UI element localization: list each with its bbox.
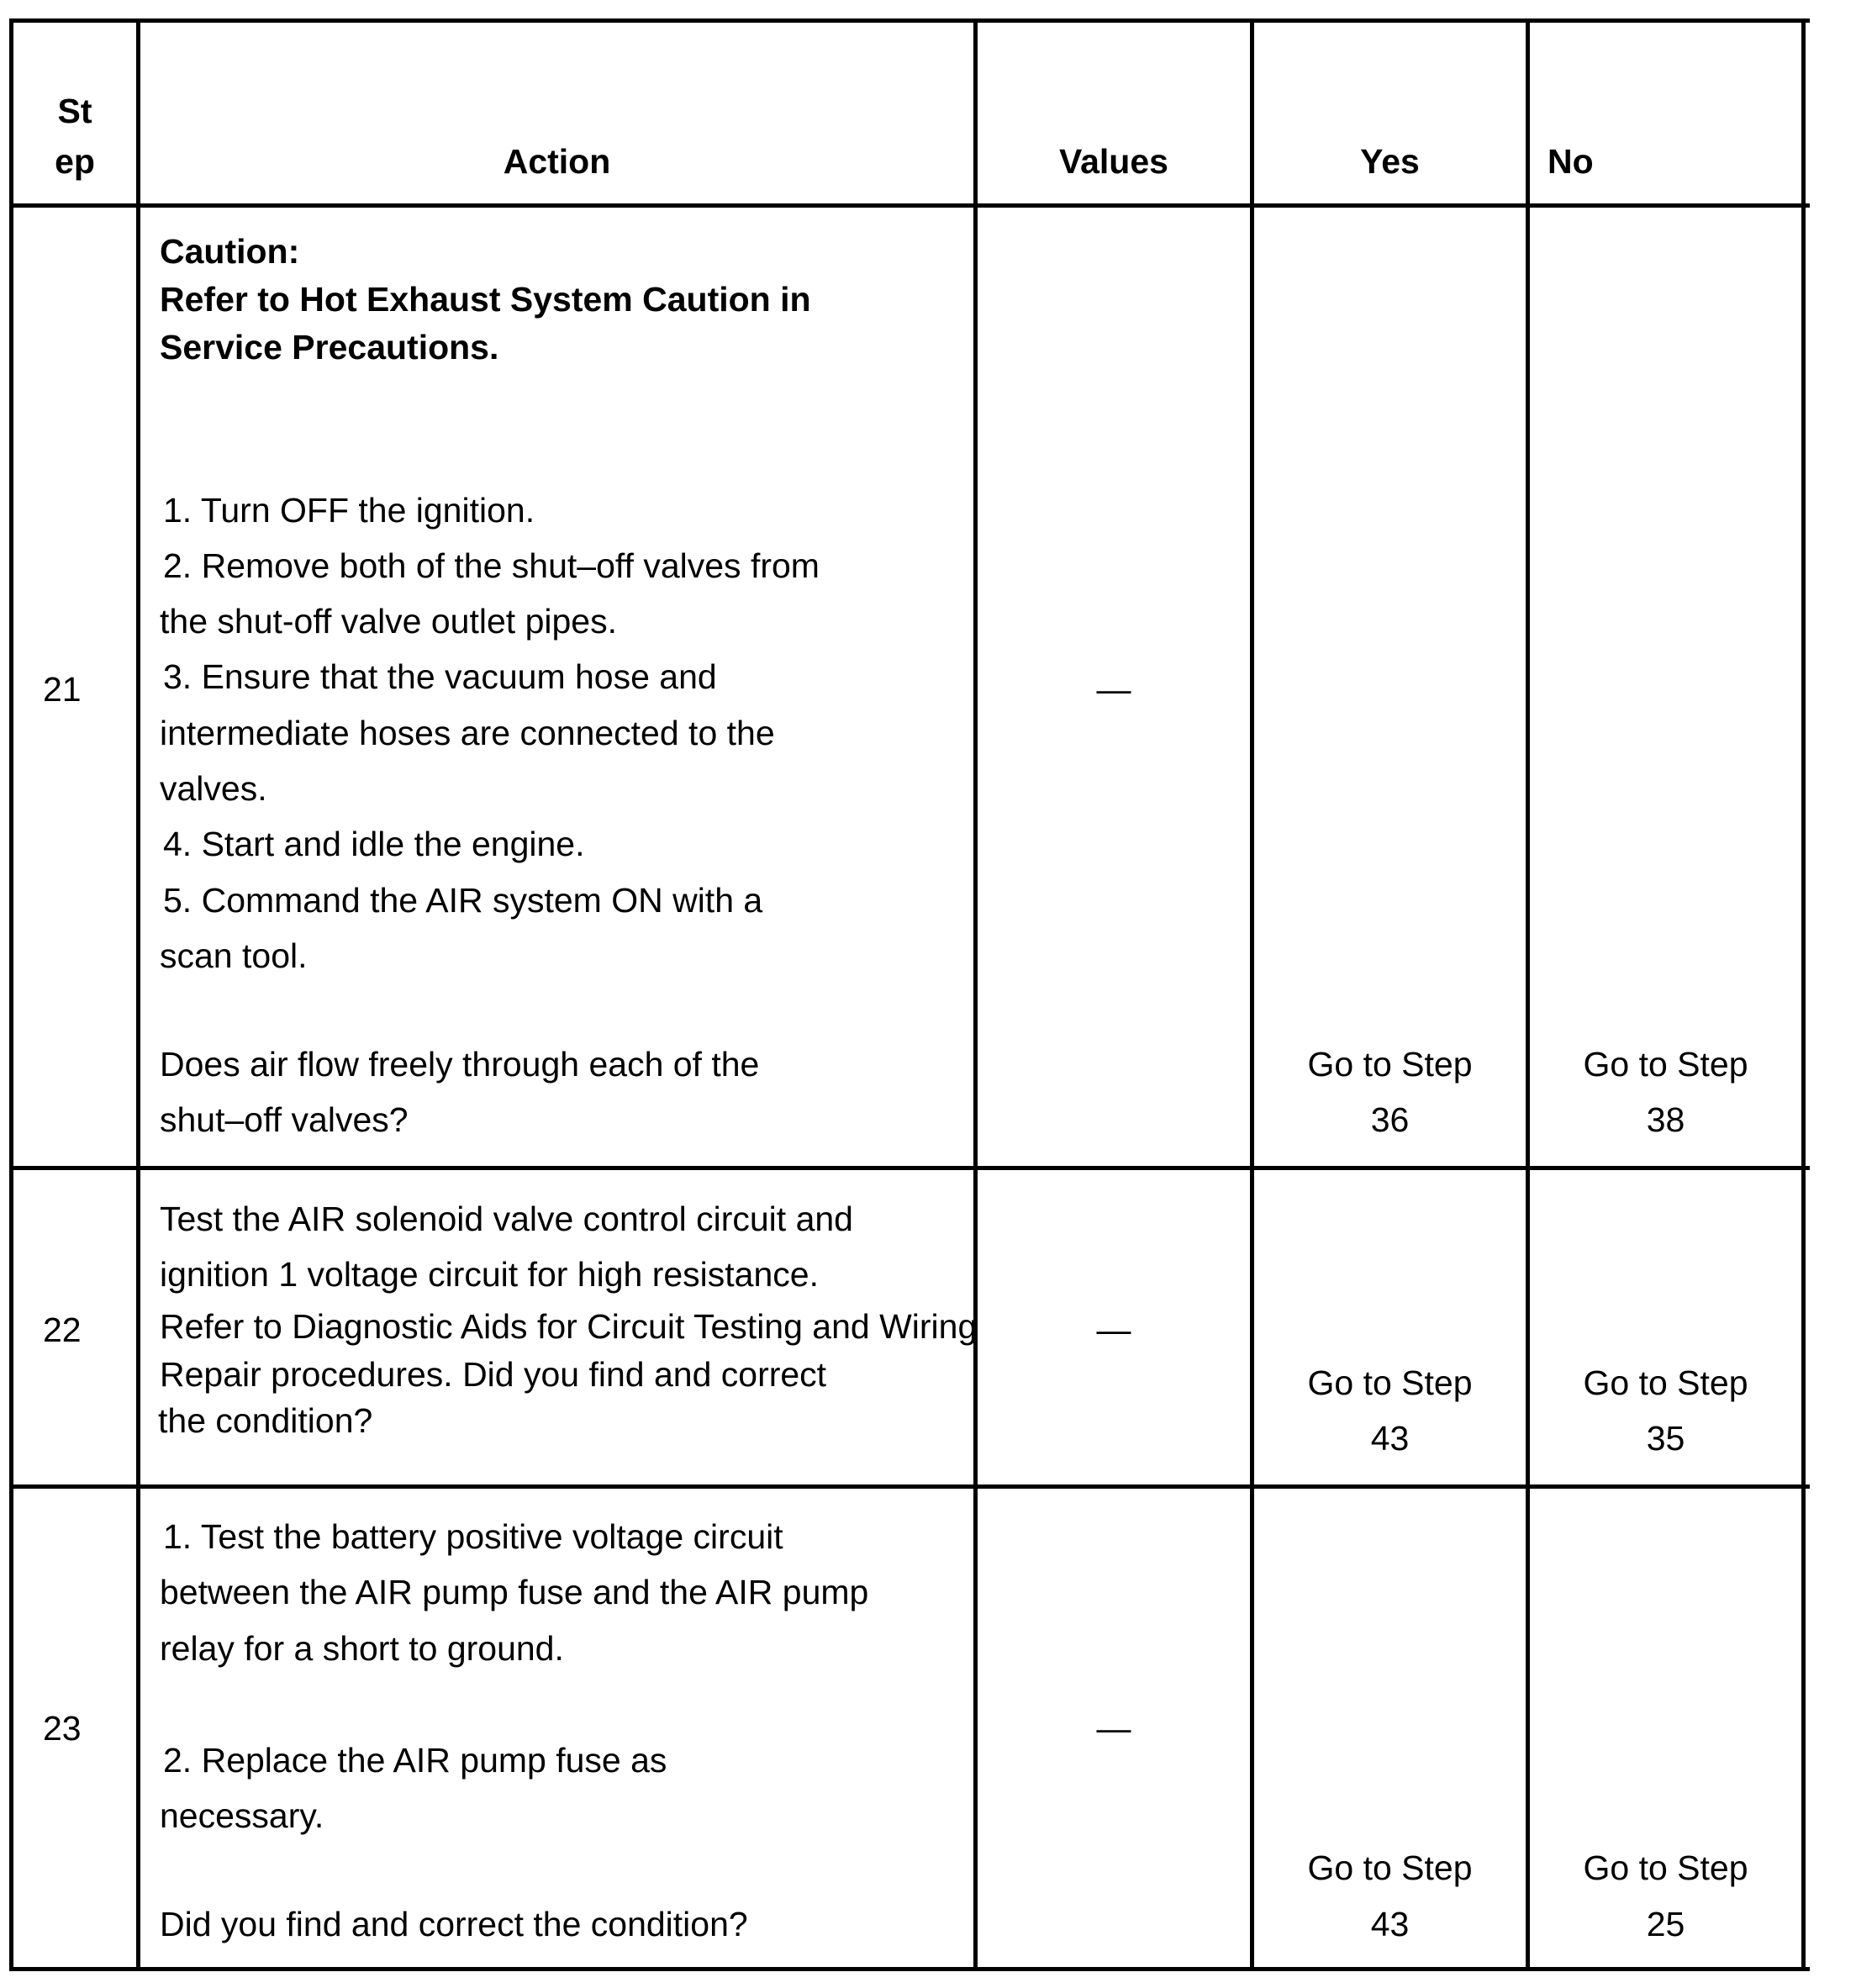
value-dash: — — [1096, 670, 1131, 709]
header-yes: Yes — [1360, 142, 1420, 181]
action-line: 1. Turn OFF the ignition. — [163, 491, 535, 530]
action-line: Refer to Diagnostic Aids for Circuit Testing and Wiring — [160, 1307, 978, 1346]
yes-go-to-step-number: 43 — [1370, 1905, 1410, 1943]
action-line: Test the AIR solenoid valve control circuit and — [160, 1200, 853, 1238]
action-line: 1. Test the battery positive voltage circuit — [163, 1517, 783, 1556]
action-line: 4. Start and idle the engine. — [163, 825, 585, 863]
no-go-to-step-number: 38 — [1646, 1100, 1685, 1139]
question-line: Does air flow freely through each of the — [160, 1045, 760, 1084]
column-divider-step-action — [136, 18, 140, 1971]
action-line: the shut-off valve outlet pipes. — [160, 602, 617, 641]
action-line: ignition 1 voltage circuit for high resistance. — [160, 1255, 819, 1294]
no-go-to-step-number: 25 — [1646, 1905, 1685, 1943]
action-line: 5. Command the AIR system ON with a — [163, 881, 763, 920]
table-border-bottom — [9, 1967, 1810, 1971]
action-line: between the AIR pump fuse and the AIR pump — [160, 1573, 869, 1611]
table-border-top — [9, 18, 1810, 23]
action-line: intermediate hoses are connected to the — [160, 714, 775, 752]
action-line: the condition? — [158, 1401, 373, 1440]
no-go-to-step-label: Go to Step — [1583, 1363, 1748, 1402]
action-line: 2. Replace the AIR pump fuse as — [163, 1741, 667, 1780]
yes-go-to-step-number: 36 — [1370, 1100, 1410, 1139]
column-divider-action-values — [973, 18, 978, 1971]
yes-go-to-step-label: Go to Step — [1307, 1045, 1473, 1084]
step-number: 21 — [43, 670, 82, 709]
question-line: shut–off valves? — [160, 1100, 409, 1139]
header-step-line2: ep — [55, 142, 95, 181]
caution-title: Caution: — [160, 232, 300, 271]
table-border-left — [9, 18, 13, 1971]
row-divider-22-23 — [9, 1484, 1810, 1489]
question-line: Did you find and correct the condition? — [160, 1905, 748, 1943]
action-line: necessary. — [160, 1796, 324, 1835]
action-line: 2. Remove both of the shut–off valves from — [163, 546, 820, 585]
caution-text-line: Refer to Hot Exhaust System Caution in — [160, 280, 811, 319]
row-divider-21-22 — [9, 1166, 1810, 1170]
action-line: scan tool. — [160, 936, 308, 975]
yes-go-to-step-label: Go to Step — [1307, 1848, 1473, 1887]
step-number: 22 — [43, 1310, 82, 1349]
column-divider-yes-no — [1526, 18, 1530, 1971]
yes-go-to-step-label: Go to Step — [1307, 1363, 1473, 1402]
action-line: 3. Ensure that the vacuum hose and — [163, 657, 717, 696]
header-step-line1: St — [57, 92, 92, 130]
action-line: relay for a short to ground. — [160, 1629, 564, 1668]
column-divider-values-yes — [1250, 18, 1254, 1971]
caution-text-line: Service Precautions. — [160, 328, 499, 366]
table-border-right — [1801, 18, 1806, 1971]
value-dash: — — [1096, 1310, 1131, 1349]
step-number: 23 — [43, 1709, 82, 1748]
no-go-to-step-label: Go to Step — [1583, 1045, 1748, 1084]
action-line: valves. — [160, 769, 267, 808]
header-divider — [9, 203, 1810, 208]
header-values: Values — [1059, 142, 1168, 181]
no-go-to-step-label: Go to Step — [1583, 1848, 1748, 1887]
yes-go-to-step-number: 43 — [1370, 1419, 1410, 1458]
header-action: Action — [503, 142, 611, 181]
header-no: No — [1548, 142, 1594, 181]
no-go-to-step-number: 35 — [1646, 1419, 1685, 1458]
action-line: Repair procedures. Did you find and correct — [160, 1355, 827, 1394]
value-dash: — — [1096, 1709, 1131, 1748]
